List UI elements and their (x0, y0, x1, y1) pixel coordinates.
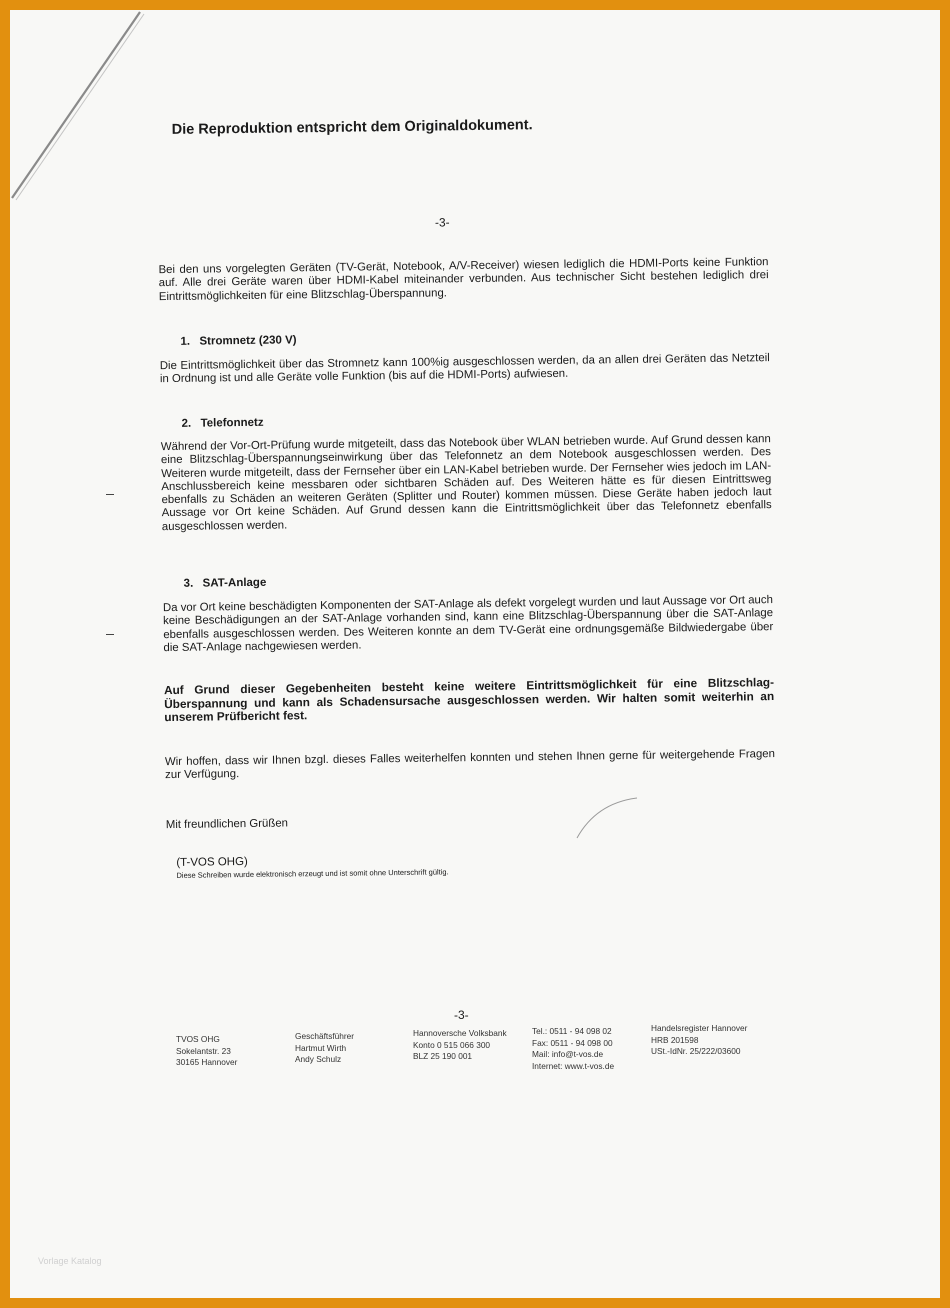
section-heading-2 (181, 417, 263, 430)
section-number: 3. (183, 577, 194, 590)
reproduction-note: Die Reproduktion entspricht dem Originaldokument. (171, 117, 533, 138)
footer-bank: Hannoversche Volksbank Konto 0 515 066 300 BLZ 25 190 001 (413, 1028, 507, 1061)
document-page (10, 10, 940, 1298)
section-title: SAT-Anlage (202, 576, 267, 590)
footer-contact: Tel.: 0511 - 94 098 02 Fax: 0511 - 94 098 00 Mail: info@t-vos.de Internet: www.t-vos.de (532, 1026, 615, 1071)
conclusion-paragraph: Auf Grund dieser Gegebenheiten besteht keine weitere Eintrittsmöglichkeit für eine Blitzschlag-Überspannung und kann als Schadensursache ausgeschlossen werden. Wir halten somit weiterhin an unserem Prüfbericht fest. (163, 675, 775, 725)
section-heading-3 (184, 577, 267, 590)
watermark: Vorlage Katalog (38, 1256, 102, 1266)
section-body-2: Während der Vor-Ort-Prüfung wurde mitgeteilt, dass das Notebook über WLAN betrieben wurde. Auf Grund dessen kann eine Blitzschlag-Überspannungseinwirkung über das Telefonnetz an dem Notebook ausgeschlossen werden. Des Weiteren wurde mitgeteilt, dass der Fernseher über ein LAN-Kabel betrieben wurde. Der Fernseher wies jedoch im LAN-Anschlussbereich keine messbaren oder sichtbaren Schäden auf. Des Weiteren hätte es für diesen Eintrittsweg ebenfalls zu Schäden an weiteren Geräten (Splitter und Router) kommen müssen. Diese Geräte haben jedoch laut Aussage vor Ort keine Schäden. Auf Grund dessen kann die Eintrittsmöglichkeit über das Telefonnetz ebenfalls ausgeschlossen werden. (160, 433, 772, 533)
section-number: 1. (180, 335, 191, 348)
section-body-3: Da vor Ort keine beschädigten Komponenten der SAT-Anlage als defekt vorgelegt wurden und laut Aussage vor Ort auch keine Beschädigungen an der SAT-Anlage vorhanden sind, kann eine Blitzschlag-Überspannung über die SAT-Anlage ebenfalls ausgeschlossen werden. Des Weiteren konnte an dem TV-Gerät eine ordnungsgemäße Bildwiedergabe über die SAT-Anlage nachgewiesen werden. (162, 594, 774, 654)
footer-page-number: -3- (454, 1008, 469, 1022)
section-number: 2. (181, 417, 192, 430)
section-title: Stromnetz (230 V) (199, 334, 297, 348)
letter-body (10, 10, 940, 1298)
section-body-1: Die Eintrittsmöglichkeit über das Stromnetz kann 100%ig ausgeschlossen werden, da an allen drei Geräten das Netzteil in Ordnung ist und alle Geräte volle Funktion (bis auf die HDMI-Ports) aufwiesen. (159, 352, 770, 386)
intro-paragraph: Bei den uns vorgelegten Geräten (TV-Gerät, Notebook, A/V-Receiver) wiesen lediglich die HDMI-Ports keine Funktion auf. Alle drei Geräte waren über HDMI-Kabel miteinander verbunden. Aus technischer Sicht bestehen lediglich drei Eintrittsmöglichkeiten für eine Blitzschlag-Überspannung. (158, 256, 769, 303)
pen-stroke-mark (575, 790, 645, 840)
footer-register: Handelsregister Hannover HRB 201598 USt.-IdNr. 25/222/03600 (651, 1023, 748, 1056)
greeting: Mit freundlichen Grüßen (165, 817, 289, 832)
section-title: Telefonnetz (200, 416, 264, 430)
margin-mark (106, 634, 114, 635)
signature: (T-VOS OHG) (176, 855, 248, 869)
margin-mark (106, 494, 114, 495)
footer-management: Geschäftsführer Hartmut Wirth Andy Schulz (295, 1031, 355, 1064)
footer-company: TVOS OHG Sokelantstr. 23 30165 Hannover (176, 1034, 238, 1067)
signature-note: Diese Schreiben wurde elektronisch erzeugt und ist somit ohne Unterschrift gültig. (176, 867, 449, 880)
section-heading-1 (180, 334, 296, 348)
page-number: -3- (434, 215, 450, 230)
closing-paragraph: Wir hoffen, dass wir Ihnen bzgl. dieses Falles weiterhelfen konnten und stehen Ihnen gerne für weitergehende Fragen zur Verfügung. (164, 748, 775, 782)
